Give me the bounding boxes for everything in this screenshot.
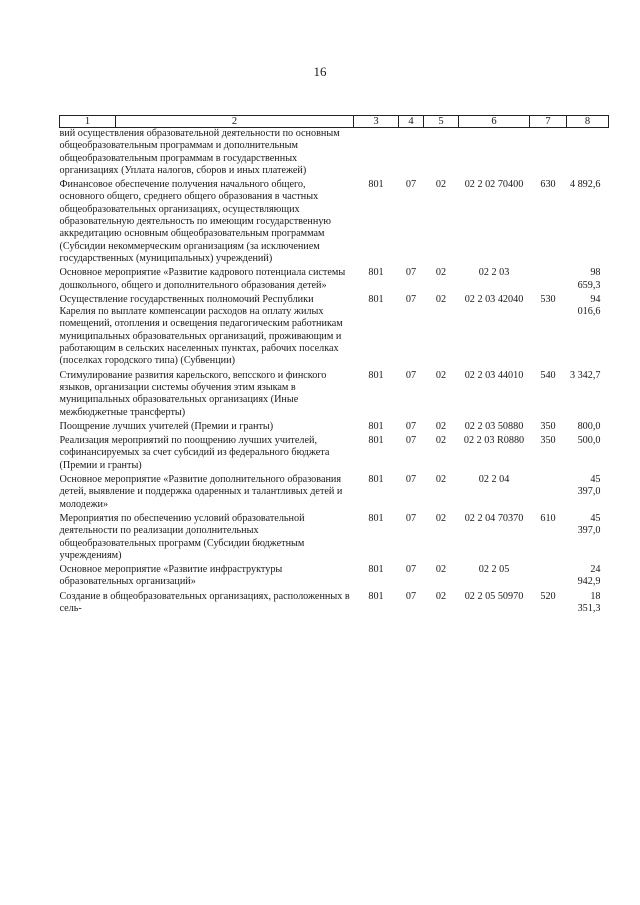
row-description: Создание в общеобразовательных организациях, расположенных в сель- <box>59 590 350 614</box>
row-section: 07 <box>405 564 417 576</box>
row-target-article: 02 2 03 42040 <box>464 293 524 305</box>
table-header-row <box>60 116 609 128</box>
row-target-article: 02 2 04 70370 <box>464 512 524 524</box>
table-row <box>60 433 609 472</box>
column-header-4: 4 <box>399 116 424 128</box>
table-row <box>60 265 609 292</box>
row-admin-code: 801 <box>368 267 384 279</box>
row-description: Основное мероприятие «Развитие инфраструктуры образовательных организаций» <box>59 564 283 588</box>
row-subsection: 02 <box>435 369 447 381</box>
column-header-6: 6 <box>459 116 530 128</box>
row-expense-type: 540 <box>540 369 556 381</box>
row-target-article <box>459 128 530 178</box>
row-subsection: 02 <box>435 179 447 191</box>
row-amount: 94 016,6 <box>577 293 601 318</box>
row-admin-code: 801 <box>368 435 384 447</box>
column-header-2: 2 <box>116 116 354 128</box>
row-amount: 800,0 <box>577 420 601 432</box>
row-section: 07 <box>405 512 417 524</box>
table-row <box>60 472 609 511</box>
row-admin-code: 801 <box>368 293 384 305</box>
row-amount: 4 892,6 <box>569 179 601 191</box>
row-admin-code <box>354 128 399 178</box>
row-amount: 45 397,0 <box>577 512 601 537</box>
row-expense-type: 630 <box>540 179 556 191</box>
row-amount: 3 342,7 <box>569 369 601 381</box>
column-header-7: 7 <box>530 116 567 128</box>
table-row <box>60 128 609 178</box>
row-expense-type: 350 <box>540 435 556 447</box>
row-section: 07 <box>405 293 417 305</box>
row-admin-code: 801 <box>368 512 384 524</box>
row-section: 07 <box>405 179 417 191</box>
row-target-article: 02 2 05 <box>478 564 510 576</box>
row-description: Поощрение лучших учителей (Премии и гранты) <box>59 420 274 432</box>
row-section: 07 <box>405 435 417 447</box>
row-description: Стимулирование развития карельского, вепсского и финского языков, организации системы обучения этим языкам в муниципальных образовательных организациях (Иные межбюджетные трансферты) <box>59 369 327 418</box>
table-body <box>60 128 609 616</box>
row-admin-code: 801 <box>368 369 384 381</box>
row-description: вий осуществления образовательной деятельности по основным общеобразовательным программам и дополнительным общеобразовательным программам в государственных организациях (Уплата налогов, сборов и иных платежей) <box>59 128 340 176</box>
row-subsection: 02 <box>435 293 447 305</box>
page-number: 16 <box>313 64 327 79</box>
row-admin-code: 801 <box>368 474 384 486</box>
row-subsection: 02 <box>435 564 447 576</box>
row-target-article: 02 2 02 70400 <box>464 179 524 191</box>
row-target-article: 02 2 03 50880 <box>464 420 524 432</box>
row-subsection: 02 <box>435 435 447 447</box>
row-amount: 24 942,9 <box>577 564 601 588</box>
column-header-3: 3 <box>354 116 399 128</box>
row-target-article: 02 2 03 R0880 <box>463 435 525 447</box>
row-admin-code: 801 <box>368 564 384 576</box>
row-amount: 18 351,3 <box>577 590 601 614</box>
table-row <box>60 177 609 265</box>
row-expense-type <box>530 265 567 292</box>
row-section: 07 <box>405 474 417 486</box>
row-subsection: 02 <box>435 512 447 524</box>
row-admin-code: 801 <box>368 179 384 191</box>
row-expense-type: 530 <box>540 293 556 305</box>
row-admin-code: 801 <box>368 590 384 602</box>
row-description: Осуществление государственных полномочий Республики Карелия по выплате компенсации расходов на оплату жилых помещений, отопления и освещения педагогическим работникам муниципальных образовательных организаций, проживающим и работающим в сельских населенных пунктах, рабочих поселках (поселках городского типа) (Субвенции) <box>59 293 343 367</box>
row-target-article: 02 2 04 <box>478 474 510 486</box>
table-row <box>60 419 609 433</box>
row-amount: 45 397,0 <box>577 474 601 498</box>
row-expense-type <box>530 562 567 589</box>
column-header-1: 1 <box>60 116 116 128</box>
table-row <box>60 562 609 589</box>
column-header-5: 5 <box>424 116 459 128</box>
row-expense-type <box>530 128 567 178</box>
row-section <box>399 128 424 178</box>
row-target-article: 02 2 05 50970 <box>464 590 524 602</box>
row-expense-type: 610 <box>540 512 556 524</box>
table-row <box>60 292 609 368</box>
row-section: 07 <box>405 369 417 381</box>
row-subsection: 02 <box>435 474 447 486</box>
row-subsection: 02 <box>435 420 447 432</box>
row-section: 07 <box>405 590 417 602</box>
row-section: 07 <box>405 267 417 279</box>
budget-table <box>59 115 609 615</box>
row-section: 07 <box>405 420 417 432</box>
table-row <box>60 511 609 562</box>
table-row <box>60 589 609 616</box>
table-row <box>60 368 609 419</box>
column-header-8: 8 <box>567 116 609 128</box>
row-target-article: 02 2 03 44010 <box>464 369 524 381</box>
row-description: Реализация мероприятий по поощрению лучших учителей, софинансируемых за счет субсидий из федерального бюджета (Премии и гранты) <box>59 435 330 471</box>
row-amount <box>567 128 609 178</box>
row-expense-type: 350 <box>540 420 556 432</box>
row-subsection: 02 <box>435 267 447 279</box>
row-description: Мероприятия по обеспечению условий образовательной деятельности по реализации дополнительных общеобразовательных программ (Субсидии бюджетным учреждениям) <box>59 512 305 561</box>
row-amount: 98 659,3 <box>577 267 601 291</box>
row-subsection: 02 <box>435 590 447 602</box>
row-target-article: 02 2 03 <box>478 267 510 279</box>
row-expense-type: 520 <box>540 590 556 602</box>
row-description: Основное мероприятие «Развитие дополнительного образования детей, выявление и поддержка одаренных и талантливых детей и молодежи» <box>59 474 343 510</box>
row-amount: 500,0 <box>577 435 601 447</box>
row-admin-code: 801 <box>368 420 384 432</box>
row-expense-type <box>530 472 567 511</box>
row-description: Финансовое обеспечение получения начального общего, основного общего, среднего общего образования в частных общеобразовательных организациях, осуществляющих образовательную деятельность по имеющим государственную аккредитацию основным общеобразовательным программам (Субсидии некоммерческим организациям (за исключением государственных (муниципальных) учреждений) <box>59 179 332 264</box>
row-subsection <box>424 128 459 178</box>
row-description: Основное мероприятие «Развитие кадрового потенциала системы дошкольного, общего и дополнительного образования детей» <box>59 267 346 291</box>
